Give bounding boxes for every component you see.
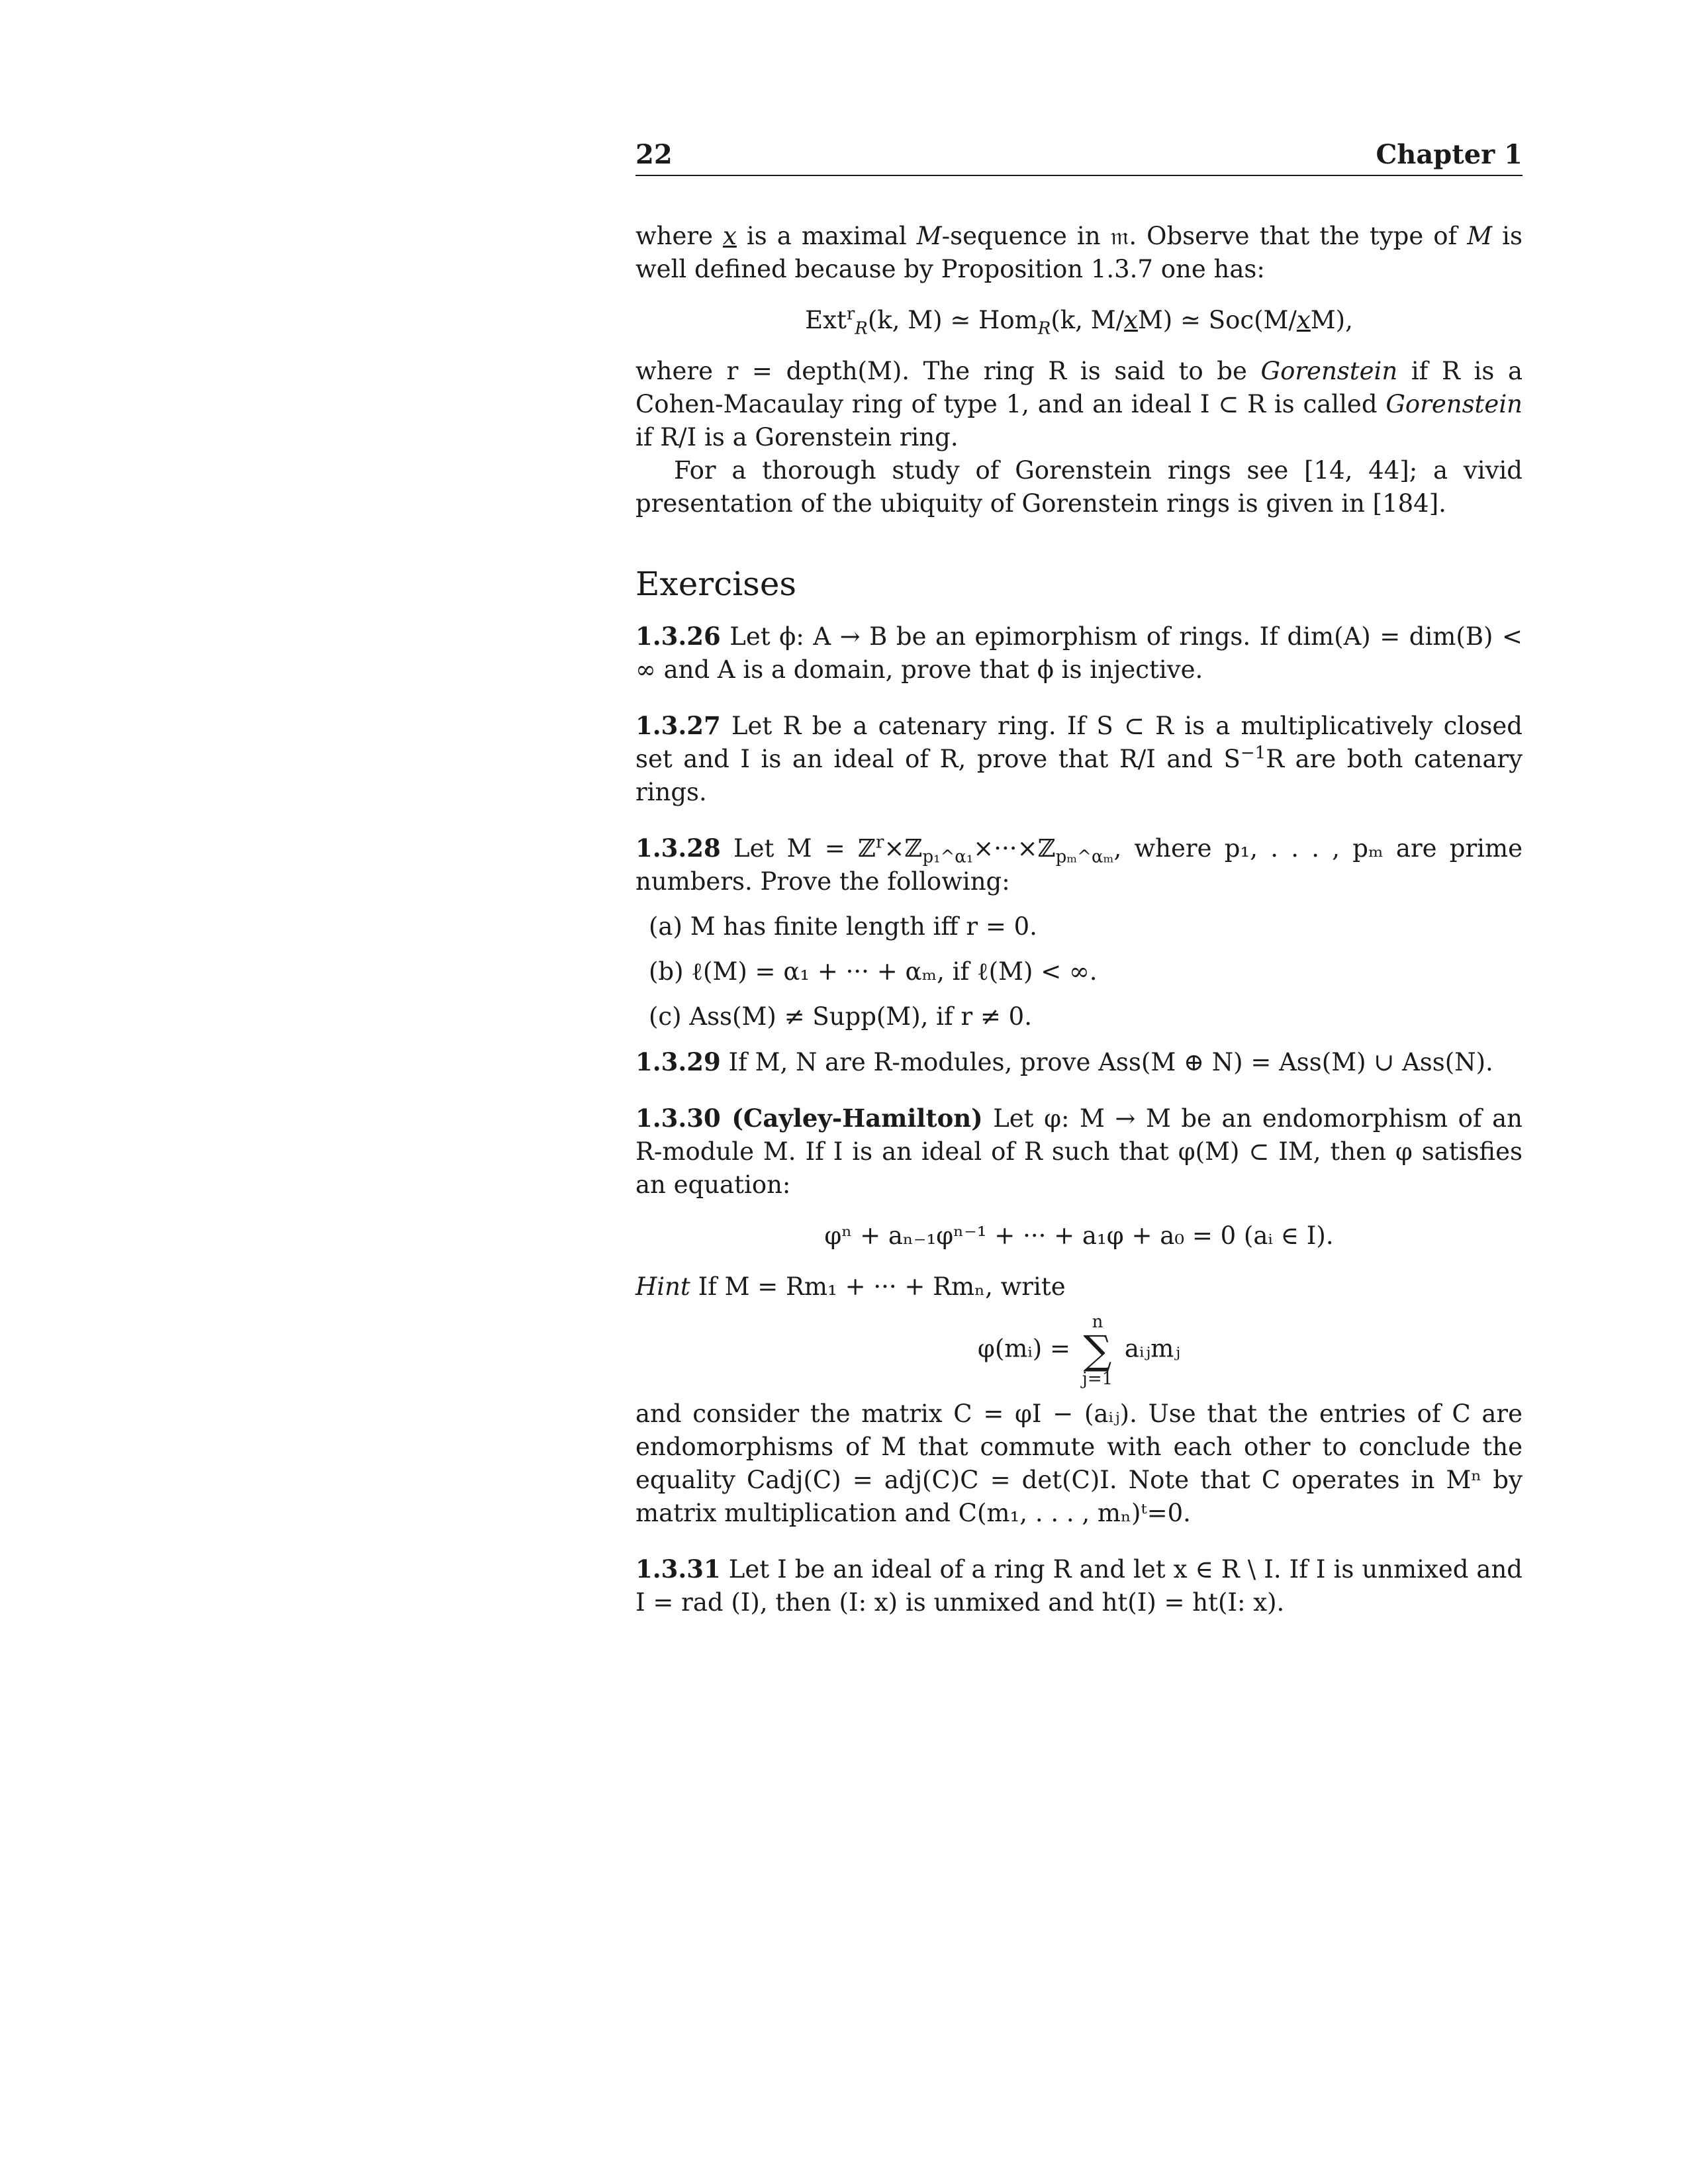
list-item: (a) M has finite length iff r = 0. bbox=[649, 912, 1037, 941]
intro-paragraph-2: where r = depth(M). The ring R is said to be Gorenstein if R is a Cohen-Macaulay ring of type 1, and an ideal I ⊂ R is called Gorenstein if R/I is a Gorenstein ring. bbox=[635, 357, 1523, 451]
list-item: (b) ℓ(M) = α₁ + ··· + αₘ, if ℓ(M) < ∞. bbox=[649, 957, 1098, 986]
intro-paragraph-3: For a thorough study of Gorenstein rings see [14, 44]; a vivid presentation of the ubiquity of Gorenstein rings is given in [184]. bbox=[635, 456, 1523, 518]
ext-isomorphism-display: Ext$^r_R$(k, M) ≃ Hom$_R$(k, M/xM) ≃ Soc(M/xM), bbox=[805, 304, 1353, 339]
exercise-1-3-28-items bbox=[649, 910, 1523, 1033]
running-header bbox=[635, 139, 1523, 176]
summation-symbol: n ∑ j=1 bbox=[1082, 1312, 1113, 1389]
hint-line: Hint If M = Rm₁ + ··· + Rmₙ, write bbox=[635, 1272, 1066, 1301]
intro-paragraph-1: where x is a maximal M-sequence in 𝔪. Observe that the type of M is well defined because by Proposition 1.3.7 one has: bbox=[635, 222, 1523, 283]
exercise-1-3-28: 1.3.28 Let M = ℤ$^r$×ℤ$_{p_1\^{}\alpha_1}$×···×ℤ$_{p_m\^{}\alpha_m}$, where p₁, . . . , pₘ are prime numbers. Prove the following: bbox=[635, 832, 1523, 896]
hint-continuation: and consider the matrix C = φI − (aᵢⱼ). Use that the entries of C are endomorphisms of M that commute with each other to conclude the equality Cadj(C) = adj(C)C = det(C)I. Note that C operates in Mⁿ by matrix multiplication and C(m₁, . . . , mₙ)ᵗ=0. bbox=[635, 1400, 1523, 1527]
exercise-1-3-27: 1.3.27 Let R be a catenary ring. If S ⊂ R is a multiplicatively closed set and I is an ideal of R, prove that R/I and $S^{-1}R$ are both catenary rings. bbox=[635, 711, 1523, 806]
page bbox=[635, 139, 1523, 1619]
exercises-heading: Exercises bbox=[635, 565, 797, 603]
exercise-1-3-31: 1.3.31 Let I be an ideal of a ring R and let x ∈ R \ I. If I is unmixed and I = rad (I), then (I: x) is unmixed and ht(I) = ht(I: x). bbox=[635, 1554, 1523, 1617]
chapter-title: Chapter 1 bbox=[1376, 139, 1523, 170]
exercise-1-3-29: 1.3.29 If M, N are R-modules, prove Ass(M ⊕ N) = Ass(M) ∪ Ass(N). bbox=[635, 1047, 1493, 1076]
cayley-hamilton-equation: φⁿ + aₙ₋₁φⁿ⁻¹ + ··· + a₁φ + a₀ = 0 (aᵢ ∈ I). bbox=[824, 1221, 1334, 1250]
sum-display: φ(mᵢ) = n ∑ j=1 aᵢⱼmⱼ bbox=[977, 1312, 1181, 1389]
exercise-1-3-30: 1.3.30 (Cayley-Hamilton) Let φ: M → M be an endomorphism of an R-module M. If I is an ideal of R such that φ(M) ⊂ IM, then φ satisfies an equation: bbox=[635, 1104, 1523, 1199]
list-item: (c) Ass(M) ≠ Supp(M), if r ≠ 0. bbox=[649, 1002, 1032, 1031]
page-number: 22 bbox=[635, 139, 673, 170]
exercise-1-3-26: 1.3.26 Let ϕ: A → B be an epimorphism of rings. If dim(A) = dim(B) < ∞ and A is a domain, prove that ϕ is injective. bbox=[635, 622, 1523, 684]
